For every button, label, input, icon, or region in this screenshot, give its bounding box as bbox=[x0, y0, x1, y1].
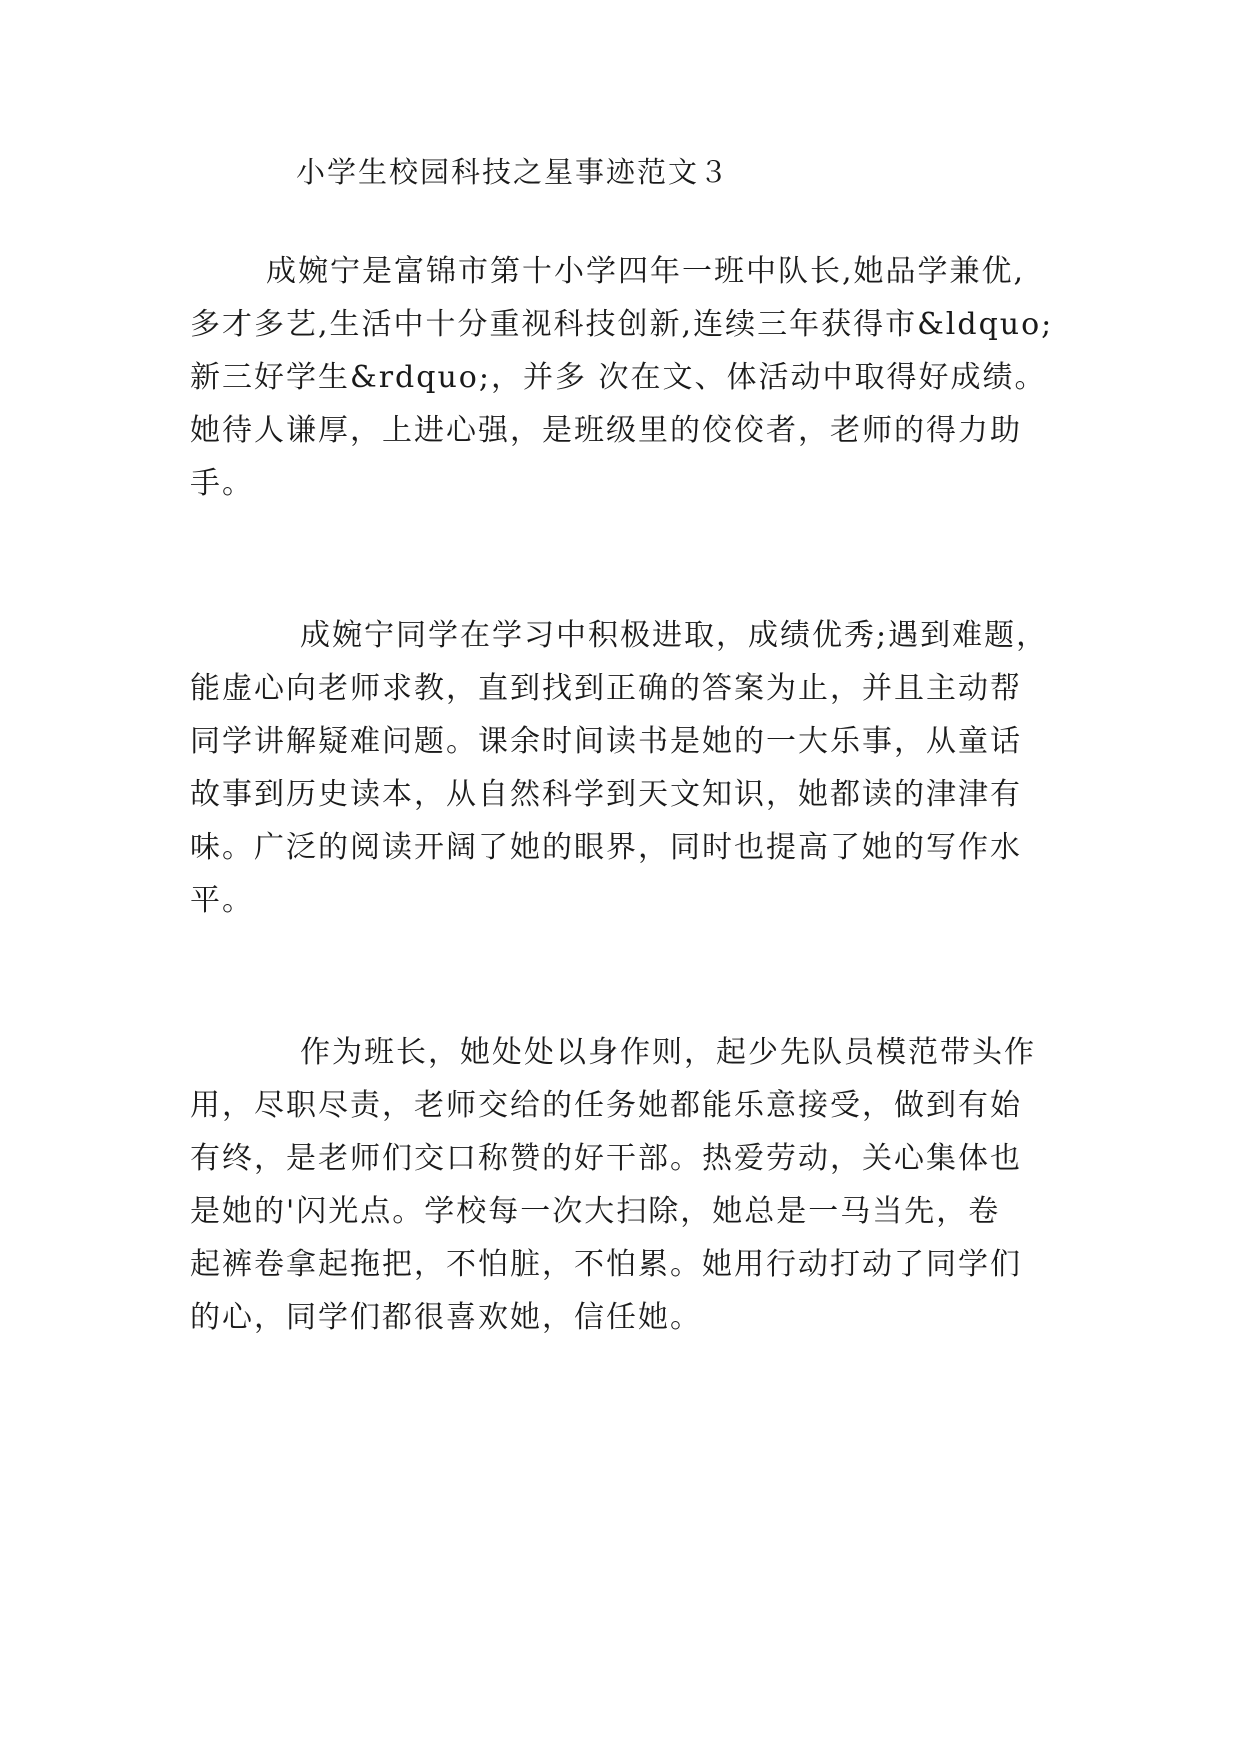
paragraph-3-line-2: 用，尽职尽责，老师交给的任务她都能乐意接受，做到有始 bbox=[190, 1088, 1022, 1123]
paragraph-1-line-1: 成婉宁是富锦市第十小学四年一班中队长,她品学兼优, bbox=[266, 254, 1026, 289]
paragraph-3-line-1: 作为班长，她处处以身作则，起少先队员模范带头作 bbox=[300, 1035, 1036, 1070]
paragraph-1-line-3: 新三好学生&rdquo;，并多 次在文、体活动中取得好成绩。 bbox=[190, 360, 1047, 395]
paragraph-3-line-6: 的心，同学们都很喜欢她，信任她。 bbox=[190, 1300, 702, 1335]
paragraph-2-line-4: 故事到历史读本，从自然科学到天文知识，她都读的津津有 bbox=[190, 777, 1022, 812]
paragraph-2-line-1: 成婉宁同学在学习中积极进取，成绩优秀;遇到难题， bbox=[300, 618, 1049, 653]
paragraph-3-line-4: 是她的'闪光点。学校每一次大扫除，她总是一马当先，卷 bbox=[190, 1194, 1001, 1229]
paragraph-3-line-5: 起裤卷拿起拖把，不怕脏，不怕累。她用行动打动了同学们 bbox=[190, 1247, 1022, 1282]
paragraph-2-line-6: 平。 bbox=[190, 883, 254, 918]
paragraph-2-line-2: 能虚心向老师求教，直到找到正确的答案为止，并且主动帮 bbox=[190, 671, 1022, 706]
document-title: 小学生校园科技之星事迹范文３ bbox=[296, 155, 731, 189]
paragraph-2-line-3: 同学讲解疑难问题。课余时间读书是她的一大乐事，从童话 bbox=[190, 724, 1022, 759]
paragraph-1-line-2: 多才多艺,生活中十分重视科技创新,连续三年获得市&ldquo; bbox=[190, 307, 1054, 342]
paragraph-2-line-5: 味。广泛的阅读开阔了她的眼界，同时也提高了她的写作水 bbox=[190, 830, 1022, 865]
paragraph-1-line-5: 手。 bbox=[190, 466, 254, 501]
paragraph-3-line-3: 有终，是老师们交口称赞的好干部。热爱劳动，关心集体也 bbox=[190, 1141, 1022, 1176]
paragraph-1-line-4: 她待人谦厚，上进心强，是班级里的佼佼者，老师的得力助 bbox=[190, 413, 1022, 448]
